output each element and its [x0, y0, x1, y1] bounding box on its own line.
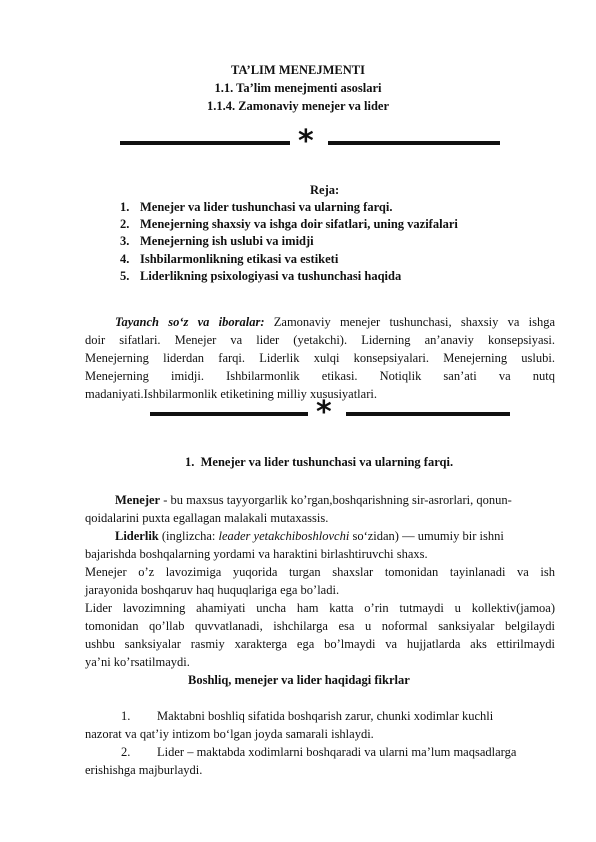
body-line: ya’ni ko’rsatilmaydi.: [85, 655, 190, 669]
topic-subtitle: 1.1.4. Zamonaviy menejer va lider: [206, 99, 390, 113]
document-title: TA’LIM MENEJMENTI: [231, 63, 365, 77]
thought-line: Lider – maktabda xodimlarni boshqaradi va ularni ma’lum maqsadlarga: [157, 745, 517, 759]
keywords-label: Tayanch so‘z va iboralar:: [115, 315, 265, 329]
term-menejer: Menejer: [115, 493, 161, 507]
thought-line: Maktabni boshliq sifatida boshqarish zarur, chunki xodimlar kuchli: [157, 709, 494, 723]
plan-item: 2. Menejerning shaxsiy va ishga doir sifatlari, uning vazifalari: [120, 217, 458, 232]
term-liderlik: Liderlik: [115, 529, 159, 543]
ornament-divider: [150, 395, 510, 430]
thought-number: 1.: [121, 709, 131, 723]
thought-line: nazorat va qat’iy intizom bo‘lgan joyda samarali ishlaydi.: [85, 727, 374, 741]
body-line: Liderlik (inglizcha: leader yetakchiboshlovchi so‘zidan) — umumiy bir ishni: [115, 529, 504, 543]
keywords-line: madaniyati.Ishbilarmonlik etiketining milliy xususiyatlari.: [85, 387, 377, 401]
plan-title: Reja:: [310, 183, 340, 197]
body-line: ushbu sanksiyalar rasmiy xarakterga ega bo’lmaydi va hujjatlarda aks ettirilmaydi: [85, 637, 555, 651]
body-line: bajarishda boshqalarning yordami va haraktini birlashtiruvchi shaxs.: [85, 547, 428, 561]
ornament-divider: [120, 124, 500, 159]
body-line: tomonidan qo’llab quvvatlanadi, ishchilarga esa u noformal sanksiyalar belgilaydi: [85, 619, 555, 633]
plan-item: 3. Menejerning ish uslubi va imidji: [120, 234, 314, 249]
plan-list: [120, 199, 458, 285]
keywords-line: doir sifatlari. Menejer va lider (yetakchi). Liderning an’anaviy konsepsiyasi.: [85, 333, 555, 347]
asterisk-icon: *: [316, 395, 332, 430]
body-line: Lider lavozimning ahamiyati uncha ham katta o’rin tutmaydi u kollektiv(jamoa): [85, 601, 555, 615]
subheading: Boshliq, menejer va lider haqidagi fikrlar: [188, 673, 410, 687]
keywords-line: Tayanch so‘z va iboralar: Zamonaviy menejer tushunchasi, shaxsiy va ishga: [115, 315, 556, 329]
asterisk-icon: *: [298, 124, 314, 159]
plan-item: 4. Ishbilarmonlikning etikasi va estiketi: [120, 251, 339, 266]
keywords-line: Menejerning liderdan farqi. Liderlik xulqi konsepsiyalari. Menejerning uslubi.: [85, 351, 555, 365]
thought-number: 2.: [121, 745, 131, 759]
divider-bar-left: [120, 141, 290, 145]
body-line: Menejer o’z lavozimiga yuqorida turgan shaxslar tomonidan tayinlanadi va ish: [85, 565, 555, 579]
divider-bar-left: [150, 412, 308, 416]
section-heading: 1. Menejer va lider tushunchasi va ularning farqi.: [185, 455, 454, 469]
keywords-line: Menejerning imidji. Ishbilarmonlik etikasi. Notiqlik san’ati va nutq: [85, 369, 555, 383]
divider-bar-right: [328, 141, 500, 145]
chapter-subtitle: 1.1. Ta’lim menejmenti asoslari: [214, 81, 382, 95]
body-line: jarayonida boshqaruv haq huquqlariga ega bo’ladi.: [85, 583, 340, 597]
body-line: Menejer - bu maxsus tayyorgarlik ko’rgan,boshqarishning sir-asrorlari, qonun-: [115, 493, 512, 507]
divider-bar-right: [346, 412, 510, 416]
body-line: qoidalarini puxta egallagan malakali mutaxassis.: [85, 511, 329, 525]
thought-line: erishishga majburlaydi.: [85, 763, 203, 777]
plan-item: 5. Liderlikning psixologiyasi va tushunchasi haqida: [120, 268, 402, 283]
plan-item: 1. Menejer va lider tushunchasi va ularning farqi.: [120, 200, 393, 214]
